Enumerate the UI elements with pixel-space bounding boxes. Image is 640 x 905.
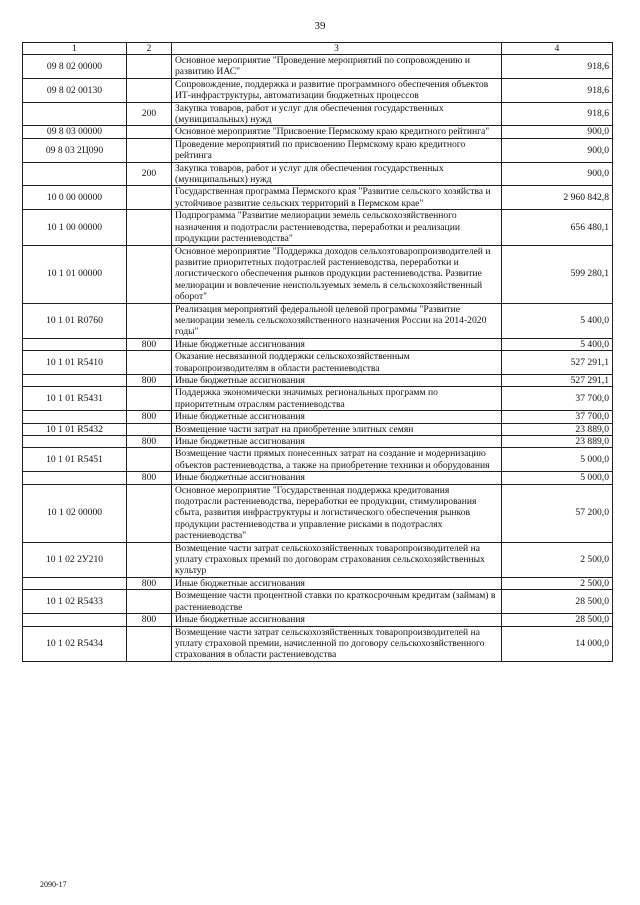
amount-cell: 2 500,0 bbox=[502, 577, 613, 589]
budget-code-cell bbox=[23, 411, 127, 423]
item-name-cell: Подпрограмма "Развитие мелиорации земель сельскохозяйственного назначения и подотрасли растениеводства, переработки и реализации продукции растениеводства" bbox=[172, 210, 502, 245]
item-name-cell: Иные бюджетные ассигнования bbox=[172, 614, 502, 626]
budget-code-cell: 10 1 02 R5433 bbox=[23, 590, 127, 614]
amount-cell: 2 960 842,8 bbox=[502, 186, 613, 210]
budget-code-cell: 10 1 01 00000 bbox=[23, 245, 127, 303]
item-name-cell: Иные бюджетные ассигнования bbox=[172, 436, 502, 448]
table-row bbox=[23, 614, 613, 626]
budget-code-cell bbox=[23, 102, 127, 126]
amount-cell: 5 400,0 bbox=[502, 338, 613, 350]
item-name-cell: Иные бюджетные ассигнования bbox=[172, 577, 502, 589]
budget-code-cell bbox=[23, 577, 127, 589]
budget-code-cell: 09 8 03 2Ц090 bbox=[23, 138, 127, 162]
item-name-cell: Возмещение части процентной ставки по краткосрочным кредитам (займам) в растениеводстве bbox=[172, 590, 502, 614]
item-name-cell: Возмещение части затрат сельскохозяйственных товаропроизводителей на уплату страховой премии, начисленной по договору сельскохозяйственного страхования в области растениеводства bbox=[172, 626, 502, 661]
table-header-row bbox=[23, 43, 613, 55]
expense-type-cell: 200 bbox=[127, 102, 172, 126]
budget-code-cell: 10 1 01 R5410 bbox=[23, 351, 127, 375]
amount-cell: 23 889,0 bbox=[502, 436, 613, 448]
header-col-4: 4 bbox=[502, 43, 613, 55]
expense-type-cell: 800 bbox=[127, 411, 172, 423]
expense-type-cell bbox=[127, 387, 172, 411]
budget-table bbox=[22, 42, 613, 662]
expense-type-cell bbox=[127, 484, 172, 542]
expense-type-cell bbox=[127, 303, 172, 338]
item-name-cell: Возмещение части затрат на приобретение элитных семян bbox=[172, 423, 502, 435]
item-name-cell: Иные бюджетные ассигнования bbox=[172, 338, 502, 350]
item-name-cell: Сопровождение, поддержка и развитие программного обеспечения объектов ИТ-инфраструктуры, автоматизации бюджетных процессов bbox=[172, 78, 502, 102]
budget-code-cell: 10 1 00 00000 bbox=[23, 210, 127, 245]
expense-type-cell: 800 bbox=[127, 436, 172, 448]
table-row bbox=[23, 351, 613, 375]
table-row bbox=[23, 303, 613, 338]
budget-code-cell: 10 1 01 R0760 bbox=[23, 303, 127, 338]
expense-type-cell: 800 bbox=[127, 472, 172, 484]
item-name-cell: Иные бюджетные ассигнования bbox=[172, 374, 502, 386]
amount-cell: 918,6 bbox=[502, 55, 613, 79]
item-name-cell: Закупка товаров, работ и услуг для обеспечения государственных (муниципальных) нужд bbox=[172, 162, 502, 186]
budget-code-cell bbox=[23, 374, 127, 386]
expense-type-cell: 800 bbox=[127, 374, 172, 386]
expense-type-cell bbox=[127, 423, 172, 435]
expense-type-cell bbox=[127, 210, 172, 245]
table-row bbox=[23, 411, 613, 423]
expense-type-cell bbox=[127, 351, 172, 375]
table-row bbox=[23, 436, 613, 448]
budget-code-cell bbox=[23, 472, 127, 484]
table-row bbox=[23, 138, 613, 162]
table-body bbox=[23, 55, 613, 662]
expense-type-cell bbox=[127, 448, 172, 472]
item-name-cell: Государственная программа Пермского края "Развитие сельского хозяйства и устойчивое развитие сельских территорий в Пермском крае" bbox=[172, 186, 502, 210]
amount-cell: 37 700,0 bbox=[502, 411, 613, 423]
table-row bbox=[23, 55, 613, 79]
budget-code-cell: 10 1 01 R5431 bbox=[23, 387, 127, 411]
table-row bbox=[23, 102, 613, 126]
amount-cell: 37 700,0 bbox=[502, 387, 613, 411]
item-name-cell: Иные бюджетные ассигнования bbox=[172, 411, 502, 423]
budget-code-cell: 10 1 01 R5432 bbox=[23, 423, 127, 435]
item-name-cell: Оказание несвязанной поддержки сельскохозяйственным товаропроизводителям в области растениеводства bbox=[172, 351, 502, 375]
expense-type-cell bbox=[127, 126, 172, 138]
amount-cell: 5 400,0 bbox=[502, 303, 613, 338]
table-row bbox=[23, 374, 613, 386]
budget-code-cell: 09 8 03 00000 bbox=[23, 126, 127, 138]
table-row bbox=[23, 162, 613, 186]
expense-type-cell bbox=[127, 245, 172, 303]
amount-cell: 918,6 bbox=[502, 102, 613, 126]
expense-type-cell bbox=[127, 542, 172, 577]
amount-cell: 2 500,0 bbox=[502, 542, 613, 577]
table-row bbox=[23, 78, 613, 102]
amount-cell: 599 280,1 bbox=[502, 245, 613, 303]
table-row bbox=[23, 626, 613, 661]
budget-code-cell: 10 1 01 R5451 bbox=[23, 448, 127, 472]
budget-code-cell bbox=[23, 338, 127, 350]
table-row bbox=[23, 126, 613, 138]
table-row bbox=[23, 387, 613, 411]
amount-cell: 28 500,0 bbox=[502, 614, 613, 626]
item-name-cell: Проведение мероприятий по присвоению Пермскому краю кредитного рейтинга bbox=[172, 138, 502, 162]
header-col-2: 2 bbox=[127, 43, 172, 55]
budget-code-cell: 10 0 00 00000 bbox=[23, 186, 127, 210]
budget-code-cell: 09 8 02 00000 bbox=[23, 55, 127, 79]
amount-cell: 900,0 bbox=[502, 162, 613, 186]
amount-cell: 900,0 bbox=[502, 126, 613, 138]
item-name-cell: Основное мероприятие "Поддержка доходов сельхозтоваропроизводителей и развитие приоритетных подотраслей растениеводства, переработки и логистического обеспечения рынков продукции растениеводства. Развитие мелиорации и вовлечение неиспользуемых земель в сельскохозяйственный оборот" bbox=[172, 245, 502, 303]
amount-cell: 918,6 bbox=[502, 78, 613, 102]
table-row bbox=[23, 423, 613, 435]
expense-type-cell bbox=[127, 138, 172, 162]
expense-type-cell bbox=[127, 186, 172, 210]
table-row bbox=[23, 338, 613, 350]
amount-cell: 23 889,0 bbox=[502, 423, 613, 435]
item-name-cell: Основное мероприятие "Государственная поддержка кредитования подотрасли растениеводства, переработки ее продукции, стимулирования сбыта, развития инфраструктуры и логистического обеспечения рынков продукции растениеводства и управление рисками в подотраслях растениеводства" bbox=[172, 484, 502, 542]
expense-type-cell: 800 bbox=[127, 338, 172, 350]
amount-cell: 5 000,0 bbox=[502, 472, 613, 484]
expense-type-cell bbox=[127, 55, 172, 79]
item-name-cell: Иные бюджетные ассигнования bbox=[172, 472, 502, 484]
amount-cell: 900,0 bbox=[502, 138, 613, 162]
item-name-cell: Закупка товаров, работ и услуг для обеспечения государственных (муниципальных) нужд bbox=[172, 102, 502, 126]
item-name-cell: Реализация мероприятий федеральной целевой программы "Развитие мелиорации земель сельскохозяйственного назначения России на 2014-2020 годы" bbox=[172, 303, 502, 338]
expense-type-cell bbox=[127, 590, 172, 614]
table-row bbox=[23, 542, 613, 577]
header-col-3: 3 bbox=[172, 43, 502, 55]
expense-type-cell bbox=[127, 78, 172, 102]
item-name-cell: Основное мероприятие "Присвоение Пермскому краю кредитного рейтинга" bbox=[172, 126, 502, 138]
amount-cell: 14 000,0 bbox=[502, 626, 613, 661]
item-name-cell: Возмещение части затрат сельскохозяйственных товаропроизводителей на уплату страховых премий по договорам страхования сельскохозяйственных культур bbox=[172, 542, 502, 577]
budget-code-cell bbox=[23, 614, 127, 626]
expense-type-cell: 200 bbox=[127, 162, 172, 186]
amount-cell: 527 291,1 bbox=[502, 351, 613, 375]
budget-code-cell bbox=[23, 436, 127, 448]
budget-code-cell: 09 8 02 00130 bbox=[23, 78, 127, 102]
expense-type-cell: 800 bbox=[127, 577, 172, 589]
table-row bbox=[23, 186, 613, 210]
table-row bbox=[23, 448, 613, 472]
table-row bbox=[23, 577, 613, 589]
item-name-cell: Основное мероприятие "Проведение мероприятий по сопровождению и развитию ИАС" bbox=[172, 55, 502, 79]
amount-cell: 28 500,0 bbox=[502, 590, 613, 614]
item-name-cell: Возмещение части прямых понесенных затрат на создание и модернизацию объектов растениеводства, а также на приобретение техники и оборудования bbox=[172, 448, 502, 472]
budget-code-cell bbox=[23, 162, 127, 186]
header-col-1: 1 bbox=[23, 43, 127, 55]
item-name-cell: Поддержка экономически значимых региональных программ по приоритетным отраслям растениеводства bbox=[172, 387, 502, 411]
page-number: 39 bbox=[314, 20, 326, 32]
expense-type-cell bbox=[127, 626, 172, 661]
table-row bbox=[23, 484, 613, 542]
amount-cell: 527 291,1 bbox=[502, 374, 613, 386]
amount-cell: 5 000,0 bbox=[502, 448, 613, 472]
table-row bbox=[23, 210, 613, 245]
amount-cell: 656 480,1 bbox=[502, 210, 613, 245]
footer-code: 2090-17 bbox=[40, 880, 67, 889]
budget-code-cell: 10 1 02 R5434 bbox=[23, 626, 127, 661]
budget-code-cell: 10 1 02 00000 bbox=[23, 484, 127, 542]
table-row bbox=[23, 245, 613, 303]
amount-cell: 57 200,0 bbox=[502, 484, 613, 542]
table-row bbox=[23, 590, 613, 614]
expense-type-cell: 800 bbox=[127, 614, 172, 626]
budget-code-cell: 10 1 02 2У210 bbox=[23, 542, 127, 577]
table-row bbox=[23, 472, 613, 484]
